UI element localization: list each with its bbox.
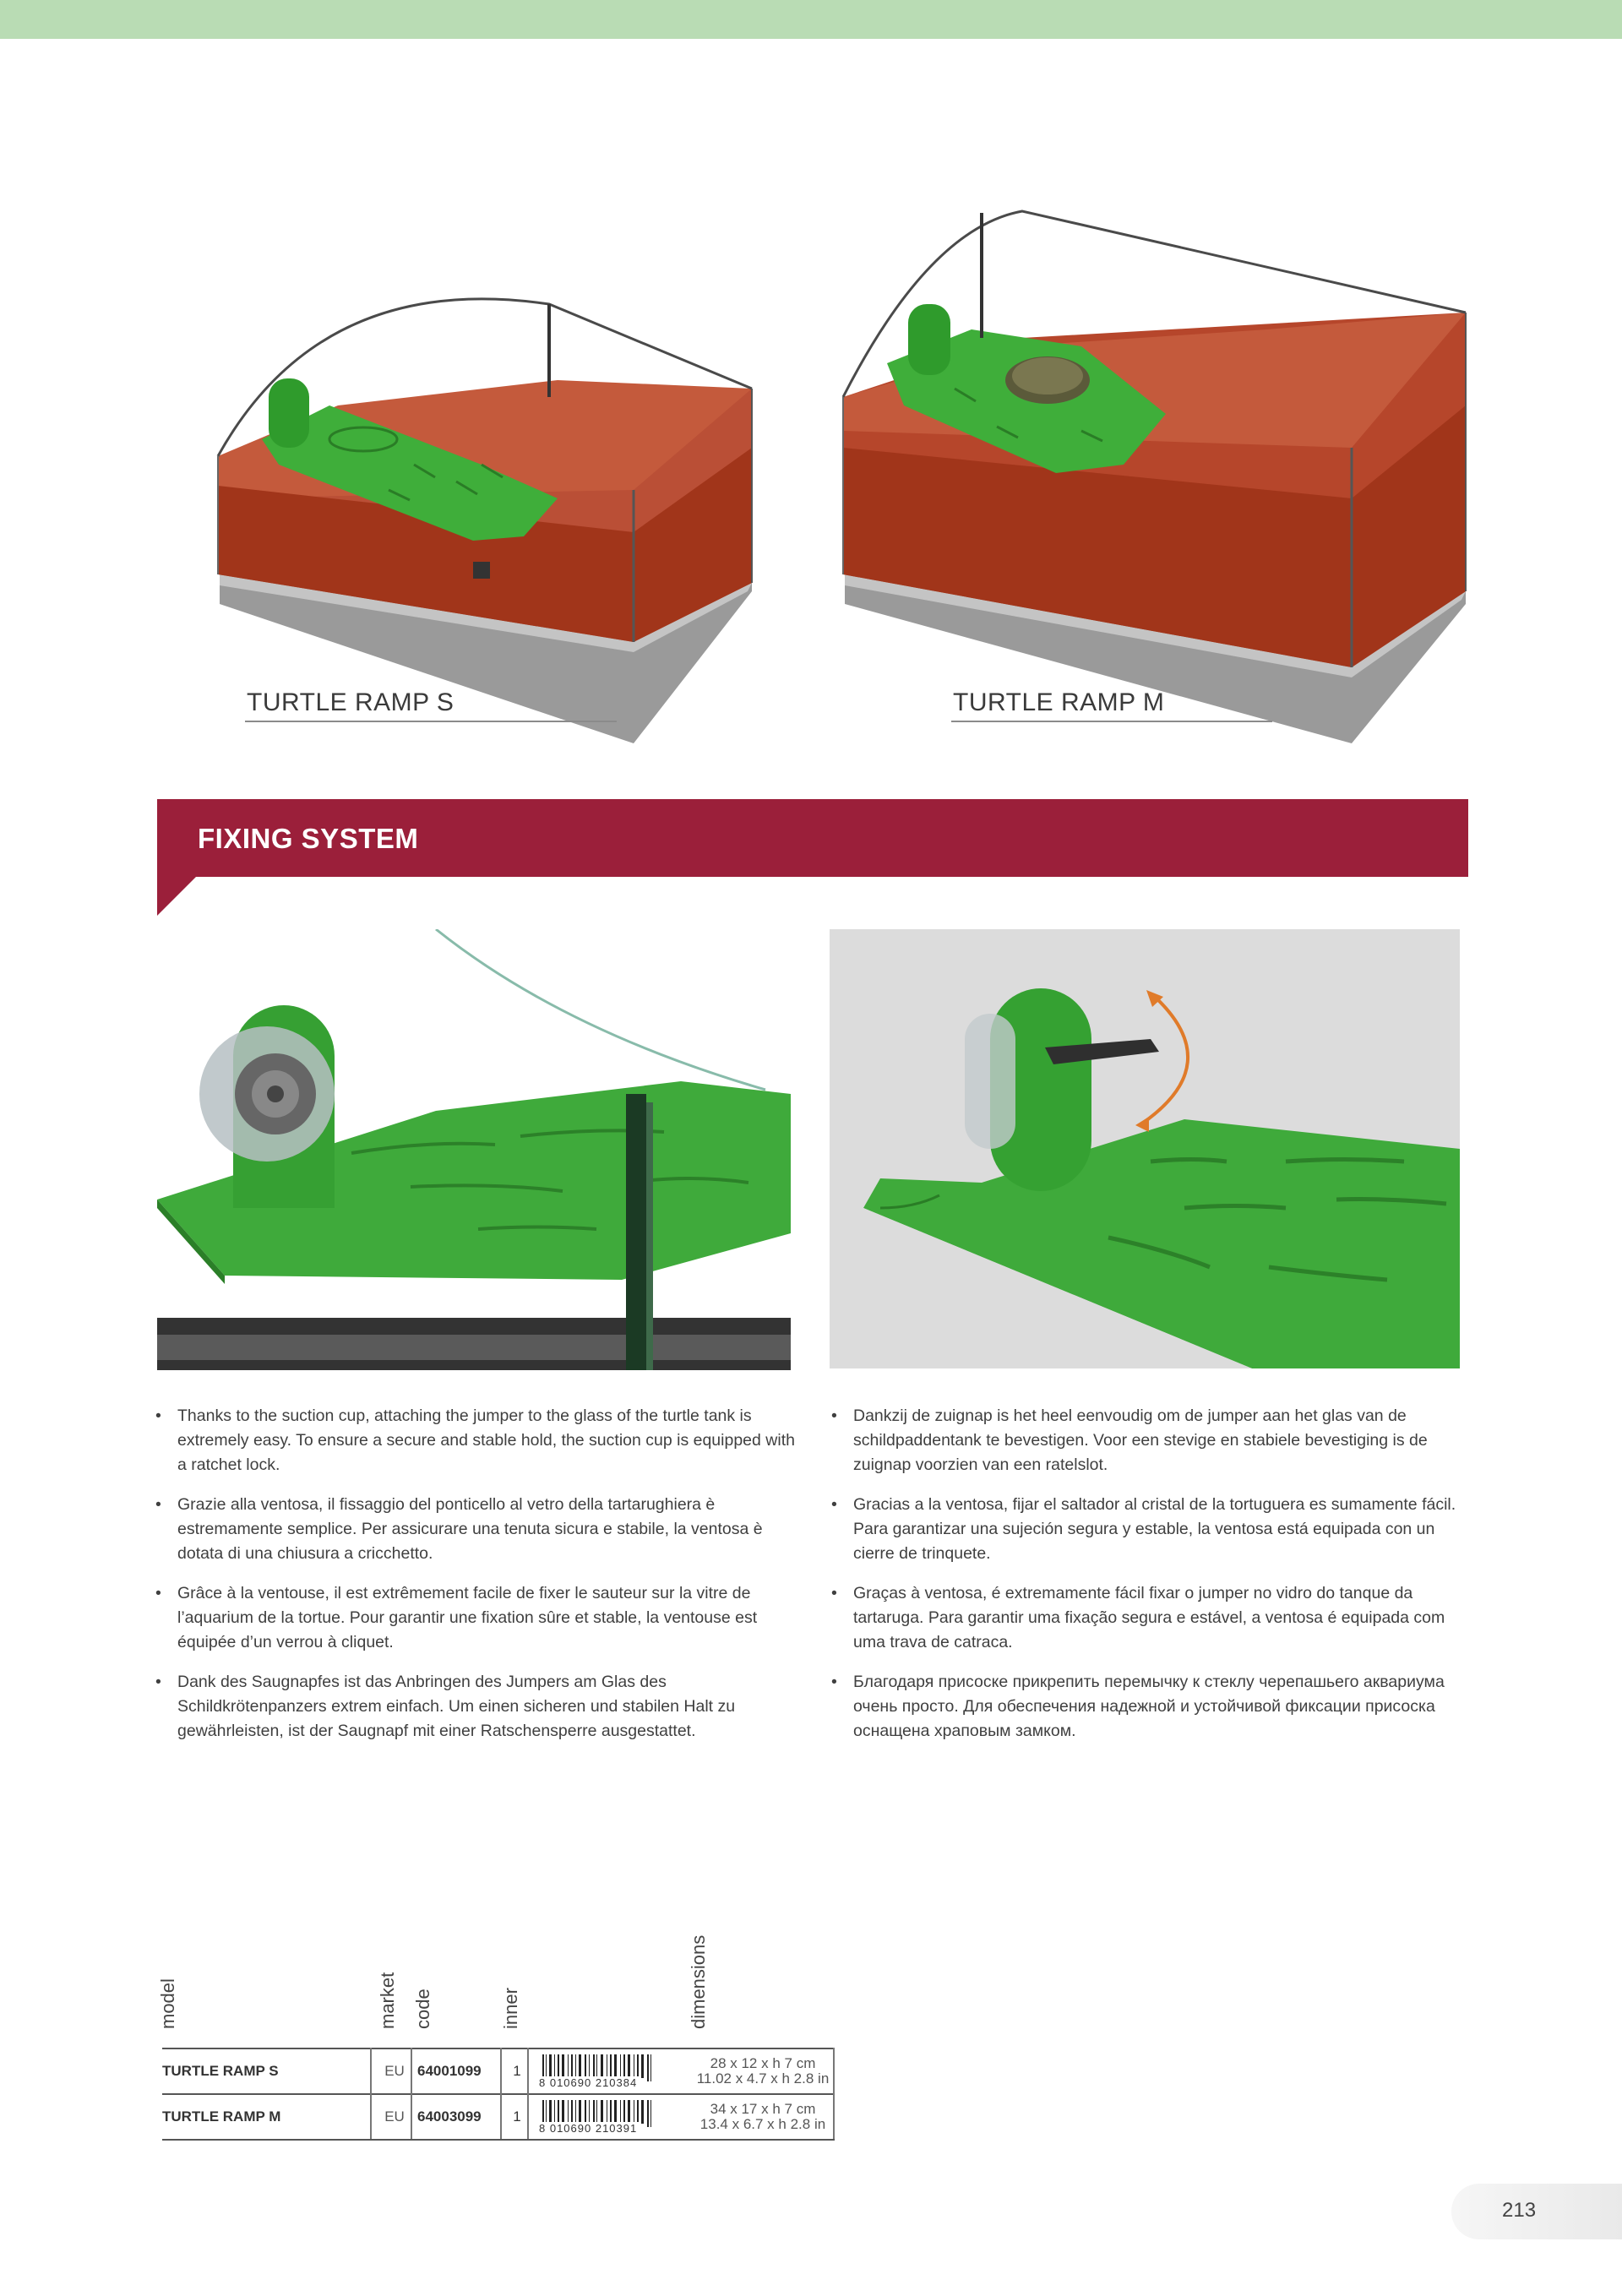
page-number: 213 — [1502, 2199, 1537, 2222]
row-dimensions — [694, 2095, 831, 2139]
turtle-ramp-s-image — [203, 270, 760, 743]
product-label-underline — [951, 721, 1272, 722]
description-it: • Grazie alla ventosa, il fissaggio del ponticello al vetro della tartarughiera è estremamente semplice. Per assicurare una tenuta sicura e stabile, la ventosa è dotata di una chiusura a cricchetto. — [155, 1493, 797, 1566]
column-header-code: code — [412, 1989, 433, 2029]
row-inner: 1 — [513, 2108, 521, 2125]
column-header-model: model — [157, 1978, 178, 2029]
row-code: 64001099 — [417, 2063, 482, 2079]
product-label-underline — [245, 721, 617, 722]
row-dimensions — [694, 2049, 831, 2093]
row-inner: 1 — [513, 2063, 521, 2079]
fixing-photo-suction-cup — [157, 929, 791, 1370]
description-pt: • Graças à ventosa, é extremamente fácil fixar o jumper no vidro do tanque da tartaruga. Para garantir uma fixação segura e estável, a ventosa é equipada com uma trava de catraca. — [831, 1581, 1473, 1655]
table-divider — [500, 2048, 502, 2139]
dimension-cm: 34 x 17 x h 7 cm — [710, 2101, 816, 2117]
row-model: TURTLE RAMP M — [162, 2108, 281, 2125]
description-en: • Thanks to the suction cup, attaching the jumper to the glass of the turtle tank is extremely easy. To ensure a secure and stable hold, the suction cup is equipped with a ratchet lock. — [155, 1404, 797, 1477]
description-right-column — [831, 1404, 1473, 1759]
description-fr: • Grâce à la ventouse, il est extrêmement facile de fixer le sauteur sur la vitre de l’aquarium de la tortue. Pour garantir une fixation sûre et stable, la ventouse est équipée d’un verrou à cliquet. — [155, 1581, 797, 1655]
row-barcode — [534, 2095, 686, 2139]
row-barcode — [534, 2049, 686, 2093]
row-code: 64003099 — [417, 2108, 482, 2125]
section-banner — [157, 799, 1468, 877]
column-header-dimensions: dimensions — [688, 1934, 709, 2029]
dimension-in: 13.4 x 6.7 x h 2.8 in — [699, 2116, 826, 2132]
section-title: FIXING SYSTEM — [198, 823, 419, 854]
dimension-in: 11.02 x 4.7 x h 2.8 in — [696, 2070, 830, 2087]
top-color-bar — [0, 0, 1622, 39]
banner-flag-shape — [157, 877, 196, 916]
page-number-tab — [1451, 2184, 1622, 2239]
spec-table — [157, 1934, 838, 2137]
product-turtle-ramp-m — [828, 194, 1470, 752]
row-ean: 8 010690 210384 — [539, 2076, 638, 2089]
dimension-cm: 28 x 12 x h 7 cm — [710, 2055, 816, 2071]
table-row — [162, 2048, 835, 2093]
column-header-inner: inner — [500, 1988, 521, 2029]
table-divider — [527, 2048, 529, 2139]
table-divider — [370, 2048, 372, 2139]
description-nl: • Dankzij de zuignap is het heel eenvoudig om de jumper aan het glas van de schildpaddentank te bevestigen. Voor een stevige en stabiele bevestiging is de zuignap voorzien van een ratelslot. — [831, 1404, 1473, 1477]
fixing-photo-ratchet-lock — [830, 929, 1460, 1368]
table-divider — [833, 2048, 835, 2139]
turtle-ramp-m-image — [828, 194, 1470, 752]
description-left-column — [155, 1404, 797, 1759]
column-header-market: market — [377, 1972, 398, 2029]
product-label: TURTLE RAMP M — [953, 688, 1165, 716]
row-ean: 8 010690 210391 — [539, 2122, 638, 2135]
product-label: TURTLE RAMP S — [247, 688, 454, 716]
description-ru: • Благодаря присоске прикрепить перемычку к стеклу черепашьего аквариума очень просто. Для обеспечения надежной и устойчивой фиксации присоска оснащена храповым замком. — [831, 1670, 1473, 1744]
description-es: • Gracias a la ventosa, fijar el saltador al cristal de la tortuguera es sumamente fácil. Para garantizar una sujeción segura y estable, la ventosa está equipada con un cierre de trinquete. — [831, 1493, 1473, 1566]
description-de: • Dank des Saugnapfes ist das Anbringen des Jumpers am Glas des Schildkrötenpanzers extrem einfach. Um einen sicheren und stabilen Halt zu gewährleisten, ist der Saugnapf mit einer Ratschensperre ausgestattet. — [155, 1670, 797, 1744]
product-turtle-ramp-s — [203, 270, 760, 743]
row-model: TURTLE RAMP S — [162, 2063, 279, 2079]
table-divider — [411, 2048, 412, 2139]
row-market: EU — [384, 2063, 405, 2079]
row-market: EU — [384, 2108, 405, 2125]
table-row — [162, 2093, 835, 2141]
